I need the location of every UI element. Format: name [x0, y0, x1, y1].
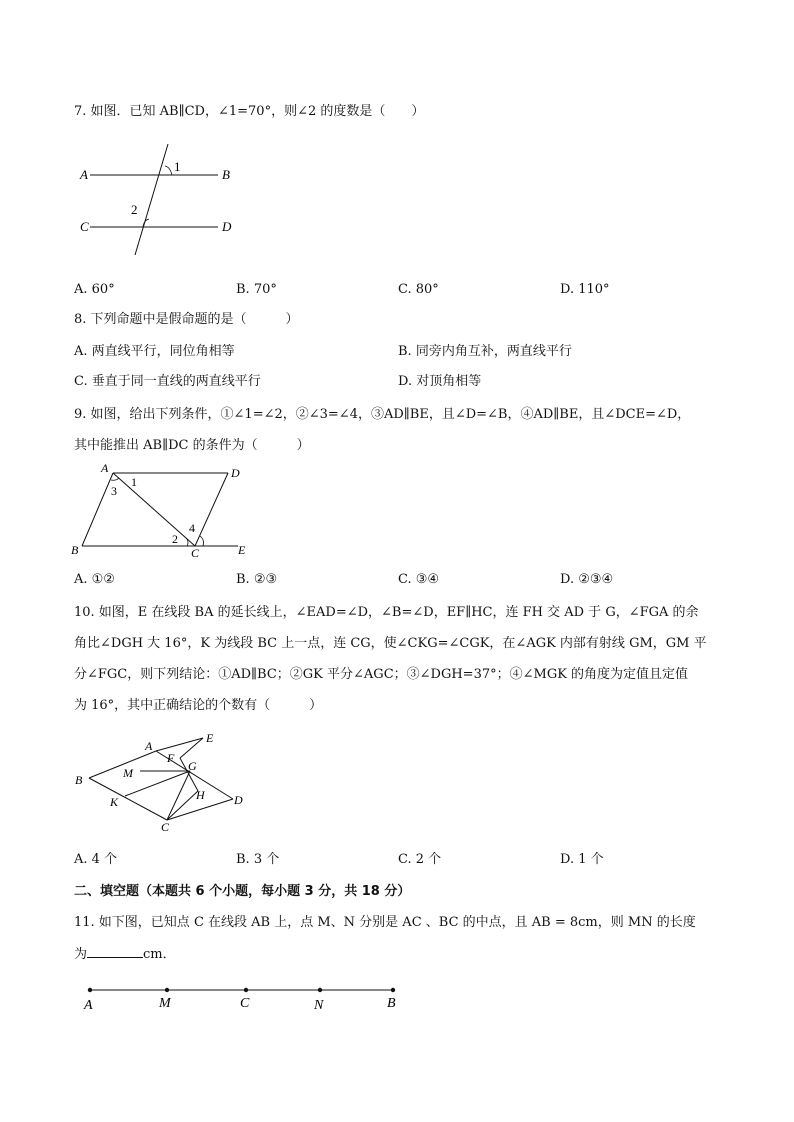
segment-ab [82, 473, 113, 546]
point-c [244, 988, 248, 992]
label-B: B [222, 167, 230, 182]
angle-3-arc [111, 478, 119, 480]
q9-stem-line2: 其中能推出 AB∥DC 的条件为（ ） [74, 438, 310, 453]
label-1: 1 [131, 475, 137, 489]
label-C: C [240, 996, 250, 1011]
q10-option-d[interactable]: D. 1 个 [560, 852, 604, 867]
label-3: 3 [111, 484, 117, 498]
label-2: 2 [131, 202, 138, 217]
q7-option-c[interactable]: C. 80° [398, 282, 439, 297]
segment-dc [195, 473, 228, 546]
q8-option-d[interactable]: D. 对顶角相等 [398, 374, 482, 389]
q7-option-d[interactable]: D. 110° [560, 282, 610, 297]
q9-figure [68, 460, 258, 560]
q11-stem-line2 [74, 945, 176, 964]
label-M: M [123, 766, 133, 780]
label-1: 1 [174, 159, 181, 174]
q11-stem-line1: 11. 如下图，已知点 C 在线段 AB 上，点 M、N 分别是 AC 、BC 的中点，且 AB = 8cm，则 MN 的长度 [74, 915, 696, 930]
q10-stem-line4: 为 16°，其中正确结论的个数有（ ） [74, 698, 323, 713]
point-b [391, 988, 395, 992]
label-D: D [222, 219, 232, 234]
label-2: 2 [172, 532, 178, 546]
q11-prefix: 为 [74, 947, 88, 962]
q10-stem-line1: 10. 如图，E 在线段 BA 的延长线上，∠EAD=∠D，∠B=∠D，EF∥HC，连 FH 交 AD 于 G，∠FGA 的余 [74, 605, 699, 620]
point-a [88, 988, 92, 992]
q7-figure [70, 140, 250, 255]
label-M: M [159, 996, 171, 1011]
q11-suffix: cm． [143, 947, 176, 962]
transversal [135, 144, 168, 255]
angle-1-arc [165, 166, 172, 175]
q9-option-b[interactable]: B. ②③ [236, 572, 278, 587]
label-K: K [110, 795, 119, 809]
section-title: 二、填空题（本题共 6 个小题，每小题 3 分，共 18 分） [74, 884, 411, 899]
q7-stem: 7. 如图．已知 AB∥CD，∠1=70°，则∠2 的度数是（ ） [74, 104, 425, 119]
q8-option-a[interactable]: A. 两直线平行，同位角相等 [74, 344, 235, 359]
q7-option-a[interactable]: A. 60° [74, 282, 115, 297]
angle-4-arc [200, 536, 204, 546]
point-m [165, 988, 169, 992]
label-A: A [145, 739, 153, 753]
q10-stem-line3: 分∠FGC，则下列结论：①AD∥BC；②GK 平分∠AGC；③∠DGH=37°；④∠MGK 的角度为定值且定值 [74, 667, 689, 682]
label-A: A [84, 998, 93, 1013]
q8-option-c[interactable]: C. 垂直于同一直线的两直线平行 [74, 374, 261, 389]
label-D: D [231, 466, 240, 480]
label-A: A [80, 167, 88, 182]
point-n [318, 988, 322, 992]
answer-blank[interactable] [87, 945, 143, 958]
angle-2-arc [187, 539, 188, 546]
q10-option-b[interactable]: B. 3 个 [236, 852, 280, 867]
label-N: N [314, 998, 324, 1013]
q9-stem-line1: 9. 如图，给出下列条件，①∠1=∠2，②∠3=∠4，③AD∥BE，且∠D=∠B，④AD∥BE，且∠DCE=∠D， [74, 407, 691, 422]
segment-ac [113, 473, 195, 546]
label-A: A [101, 461, 109, 475]
q9-option-a[interactable]: A. ①② [74, 572, 115, 587]
label-G: G [188, 759, 197, 773]
label-B: B [71, 543, 79, 557]
label-4: 4 [189, 521, 195, 535]
label-B: B [387, 996, 396, 1011]
q8-stem: 8. 下列命题中是假命题的是（ ） [74, 312, 299, 327]
q10-stem-line2: 角比∠DGH 大 16°，K 为线段 BC 上一点，连 CG，使∠CKG=∠CGK，在∠AGK 内部有射线 GM，GM 平 [74, 636, 707, 651]
label-C: C [80, 219, 89, 234]
label-C: C [191, 546, 200, 560]
q10-option-a[interactable]: A. 4 个 [74, 852, 118, 867]
label-E: E [206, 731, 214, 745]
q9-option-c[interactable]: C. ③④ [398, 572, 440, 587]
q10-option-c[interactable]: C. 2 个 [398, 852, 442, 867]
segment-cd [167, 799, 233, 820]
label-H: H [196, 788, 205, 802]
q10-figure [70, 728, 260, 838]
q11-figure [80, 980, 410, 1015]
q8-option-b[interactable]: B. 同旁内角互补，两直线平行 [398, 344, 572, 359]
q7-option-b[interactable]: B. 70° [236, 282, 277, 297]
label-D: D [234, 793, 243, 807]
label-E: E [238, 543, 246, 557]
q9-option-d[interactable]: D. ②③④ [560, 572, 614, 587]
segment-hc [167, 791, 198, 820]
label-F: F [167, 751, 175, 765]
label-C: C [161, 820, 170, 834]
label-B: B [75, 773, 83, 787]
